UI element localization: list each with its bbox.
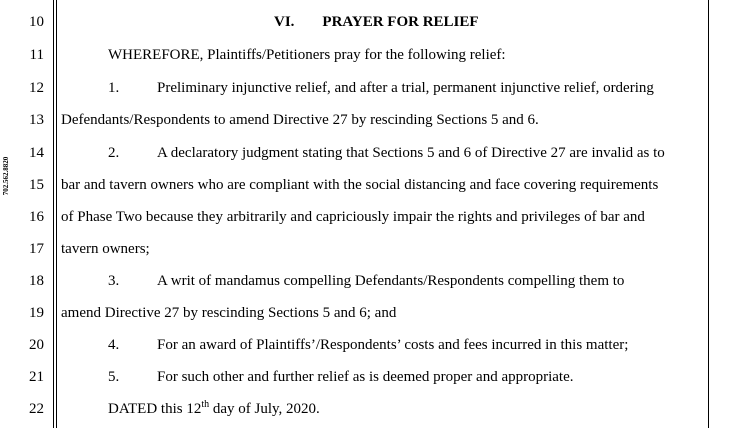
line-number: 10 [29,14,44,30]
line-number: 22 [29,401,44,417]
item-number: 5. [108,369,120,385]
margin-rule-right [708,0,709,428]
section-heading [274,13,479,31]
body-line: bar and tavern owners who are compliant with the social distancing and face covering requirements [61,177,659,193]
body-line: A writ of mandamus compelling Defendants/Respondents compelling them to [157,273,625,289]
body-line: of Phase Two because they arbitrarily and capriciously impair the rights and privileges of bar and [61,209,645,225]
line-number: 21 [29,369,44,385]
line-number: 15 [29,177,44,193]
ordinal-suffix: th [201,399,210,410]
margin-rule-left-outer [53,0,54,428]
margin-rule-left-inner [56,0,57,428]
body-line: A declaratory judgment stating that Sections 5 and 6 of Directive 27 are invalid as to [157,145,665,161]
dated-line [108,400,320,418]
line-number: 11 [29,47,44,63]
line-number: 18 [29,273,44,289]
body-line: Defendants/Respondents to amend Directive 27 by rescinding Sections 5 and 6. [61,112,539,128]
dated-text-rest: day of July, 2020. [209,401,320,417]
body-line: Preliminary injunctive relief, and after a trial, permanent injunctive relief, ordering [157,80,654,96]
line-number: 20 [29,337,44,353]
body-line: For such other and further relief as is deemed proper and appropriate. [157,369,574,385]
line-number: 13 [29,112,44,128]
item-number: 4. [108,337,120,353]
side-margin-phone: 702.562.8820 [2,156,10,196]
line-number: 17 [29,241,44,257]
line-number: 12 [29,80,44,96]
section-title: PRAYER FOR RELIEF [322,14,479,30]
line-number: 16 [29,209,44,225]
body-line: WHEREFORE, Plaintiffs/Petitioners pray for the following relief: [108,47,506,63]
line-number: 19 [29,305,44,321]
body-line: amend Directive 27 by rescinding Sections 5 and 6; and [61,305,397,321]
line-number: 14 [29,145,44,161]
item-number: 1. [108,80,120,96]
item-number: 2. [108,145,120,161]
section-number: VI. [274,14,295,30]
dated-text: DATED this 12 [108,401,202,417]
body-line: tavern owners; [61,241,150,257]
body-line: For an award of Plaintiffs’/Respondents’ costs and fees incurred in this matter; [157,337,629,353]
item-number: 3. [108,273,120,289]
